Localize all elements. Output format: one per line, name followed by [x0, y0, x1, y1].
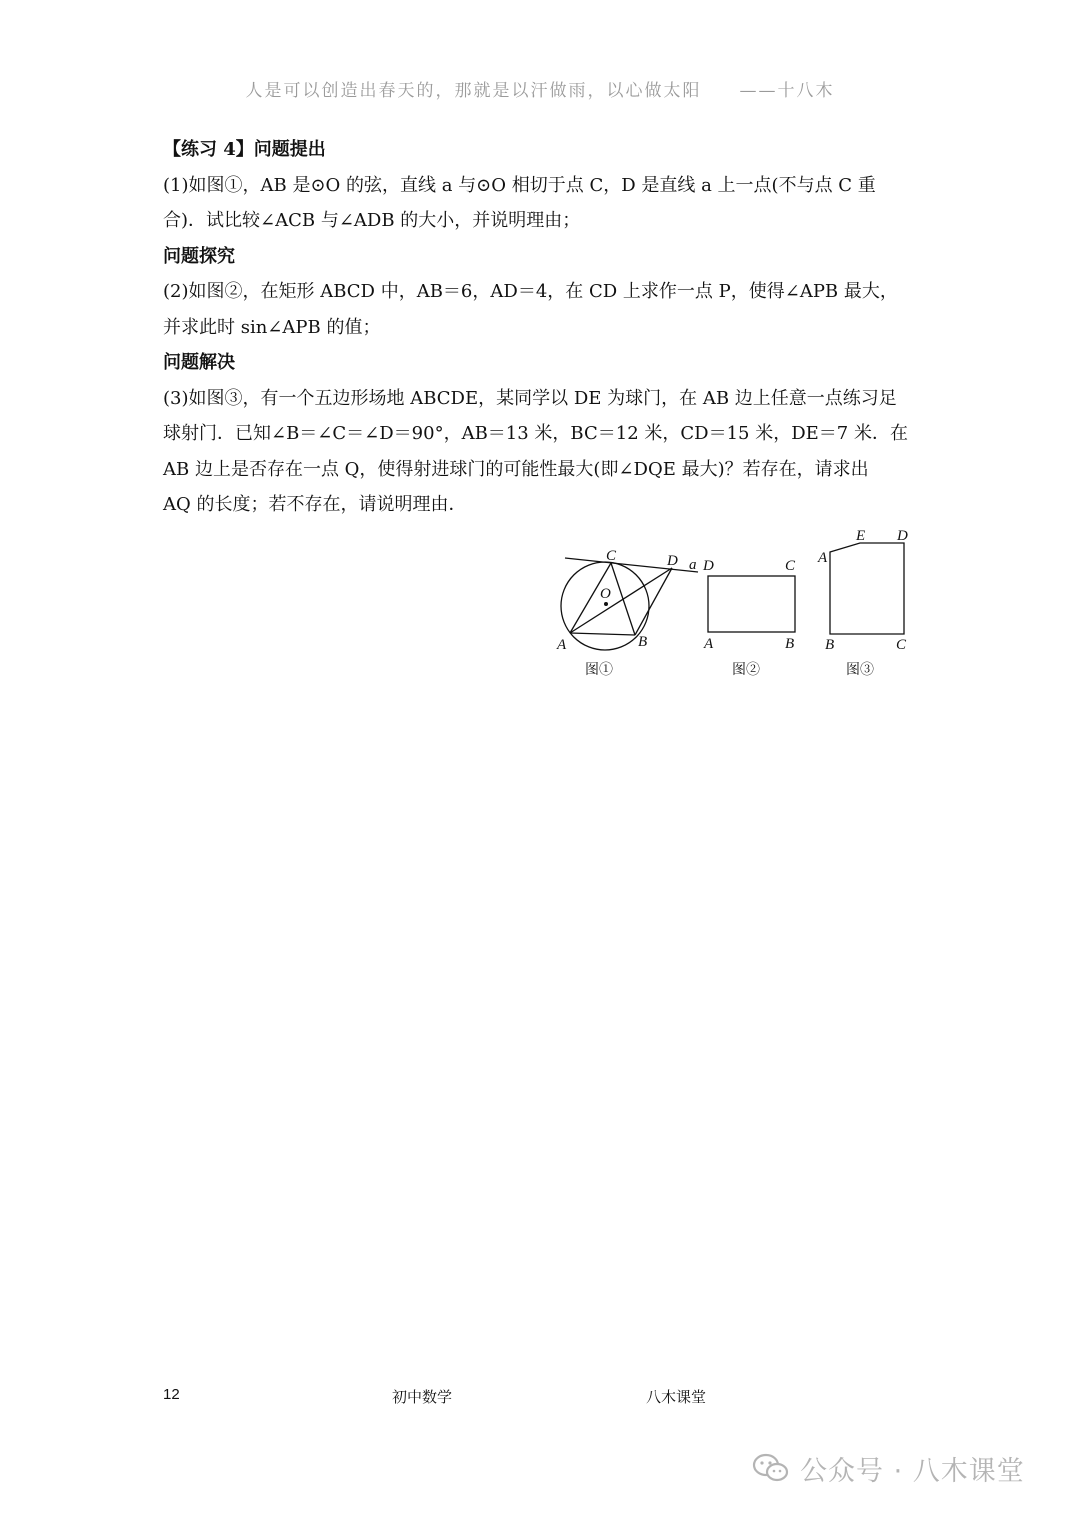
label-b: B: [638, 634, 648, 650]
center-point-o: [604, 602, 608, 606]
rectangle-abcd: [708, 576, 795, 632]
label-d: D: [897, 528, 908, 544]
figures: [555, 520, 925, 690]
tangent-line-a: [565, 558, 698, 572]
figure-1: [556, 548, 698, 678]
label-e: E: [856, 528, 866, 544]
problem-title: 【练习 4】问题提出: [163, 139, 326, 160]
watermark: [752, 1448, 1025, 1488]
label-a-line: a: [689, 557, 697, 573]
label-o: O: [600, 586, 611, 602]
label-c: C: [785, 558, 796, 574]
watermark-text: 公众号 · 八木课堂: [800, 1455, 1025, 1487]
segment-ad: [570, 568, 672, 633]
footer-subject: 初中数学: [392, 1388, 453, 1406]
problem-line: (3)如图③，有一个五边形场地 ABCDE，某同学以 DE 为球门，在 AB 边上任意一点练习足: [163, 387, 897, 409]
section-heading-explore: 问题探究: [163, 245, 235, 267]
caption-figure-3: 图③: [846, 662, 874, 678]
label-a: A: [704, 636, 714, 652]
pentagon-abcde: [830, 543, 904, 634]
circle-o: [561, 562, 649, 650]
label-b: B: [825, 637, 835, 653]
label-d: D: [703, 558, 714, 574]
label-b: B: [785, 636, 795, 652]
problem-line: 并求此时 sin∠APB 的值；: [163, 316, 381, 338]
wechat-icon: [752, 1452, 790, 1484]
problem-line: AB 边上是否存在一点 Q，使得射进球门的可能性最大(即∠DQE 最大)？若存在，请求出: [163, 458, 869, 480]
footer-brand: 八木课堂: [646, 1388, 707, 1406]
label-d: D: [667, 553, 678, 569]
label-c: C: [896, 637, 907, 653]
figure-3: [817, 528, 908, 678]
problem-line: AQ 的长度；若不存在，请说明理由．: [163, 494, 467, 515]
label-a: A: [557, 637, 567, 653]
header-motto: 人是可以创造出春天的，那就是以汗做雨，以心做太阳 ——十八木: [245, 81, 835, 101]
problem-line: 球射门．已知∠B＝∠C＝∠D＝90°，AB＝13 米，BC＝12 米，CD＝15 米，DE＝7 米．在: [163, 423, 908, 444]
problem-content: [163, 132, 923, 523]
segment-ab: [570, 633, 635, 635]
figure-2: [702, 558, 796, 678]
page-number: 12: [163, 1386, 180, 1403]
problem-line: (1)如图①，AB 是⊙O 的弦，直线 a 与⊙O 相切于点 C，D 是直线 a 上一点(不与点 C 重: [163, 174, 876, 196]
section-heading-solve: 问题解决: [163, 352, 235, 373]
caption-figure-1: 图①: [585, 662, 613, 678]
problem-line: (2)如图②，在矩形 ABCD 中，AB＝6，AD＝4，在 CD 上求作一点 P，使得∠APB 最大，: [163, 281, 898, 302]
problem-line: 合)．试比较∠ACB 与∠ADB 的大小，并说明理由；: [163, 210, 581, 231]
caption-figure-2: 图②: [732, 662, 760, 678]
segment-bd: [635, 568, 672, 635]
label-a: A: [818, 550, 828, 566]
label-c: C: [606, 548, 617, 564]
